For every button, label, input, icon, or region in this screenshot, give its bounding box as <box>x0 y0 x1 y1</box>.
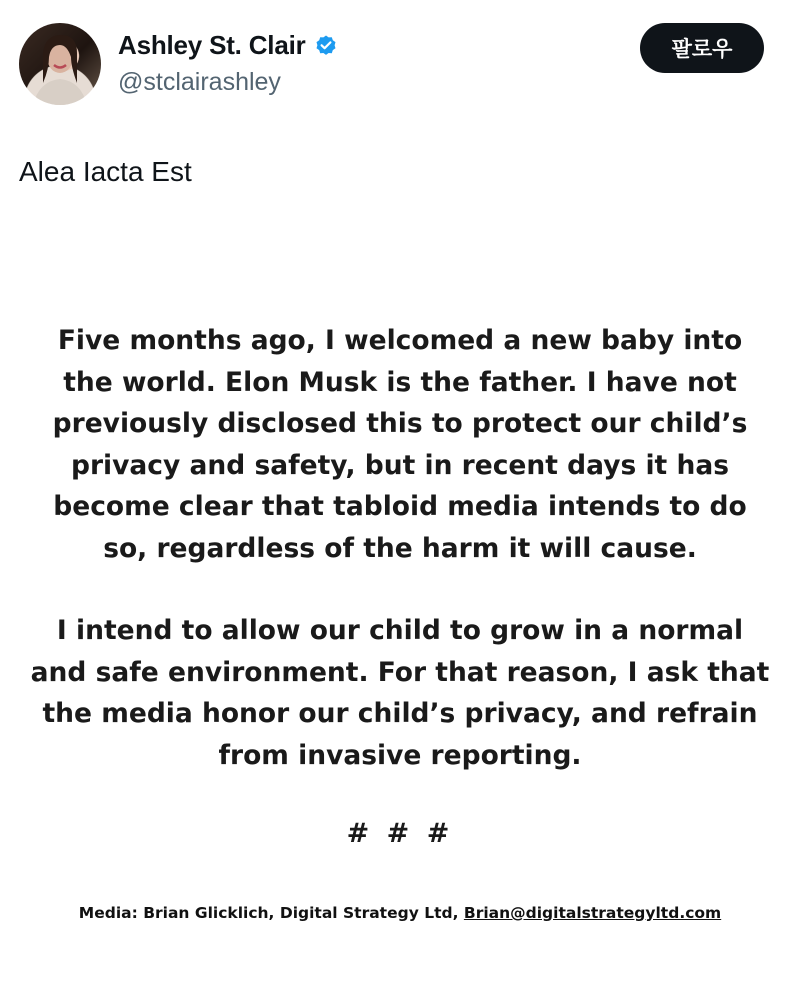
statement-end-mark: # # # <box>346 818 454 849</box>
statement-paragraph-1: Five months ago, I welcomed a new baby into the world. Elon Musk is the father. I have not previously disclosed this to protect our child’s privacy and safety, but in recent days it has become clear that tabloid media intends to do so, regardless of the harm it will cause. <box>52 325 748 564</box>
media-contact-text: Media: Brian Glicklich, Digital Strategy Ltd, <box>78 904 464 922</box>
media-contact-email: Brian@digitalstrategyltd.com <box>463 904 722 922</box>
avatar-portrait-icon <box>19 23 101 105</box>
statement-paragraph-2: I intend to allow our child to grow in a normal and safe environment. For that reason, I ask that the media honor our child’s privacy, and refrain from invasive reporting. <box>30 615 770 771</box>
tweet-header <box>0 0 800 120</box>
follow-button[interactable]: 팔로우 <box>640 23 764 73</box>
tweet-text: Alea Iacta Est <box>19 156 192 187</box>
verified-badge-icon <box>314 34 338 58</box>
media-contact-line <box>0 904 800 922</box>
name-row <box>118 30 338 61</box>
user-handle[interactable]: @stclairashley <box>118 68 281 96</box>
display-name[interactable]: Ashley St. Clair <box>118 30 306 60</box>
statement-image <box>30 320 770 849</box>
avatar[interactable] <box>19 23 101 105</box>
